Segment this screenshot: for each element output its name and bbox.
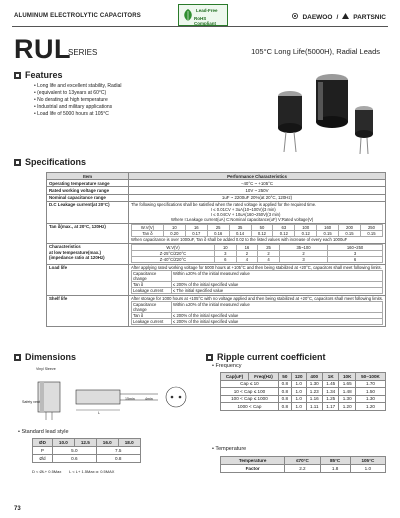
spec-value: 1uF ~ 2200uF 20%(at 20°C, 120Hz) xyxy=(129,194,386,201)
section-square-icon xyxy=(206,354,213,361)
low-value: 2 xyxy=(236,251,258,257)
limit-value: ≤ 200% of the initial specified value xyxy=(172,319,383,325)
load-text: After applying rated working voltage for 5000 hours at +105°C and then being stabilized at +20°C, capacitors shall meet following limits. xyxy=(131,265,382,271)
fig-label-4min: 4min xyxy=(145,397,153,401)
spec-value xyxy=(129,295,386,326)
ripple-value: 1.45 xyxy=(323,380,339,388)
specifications-table xyxy=(46,172,386,327)
ripple-value: 1.11 xyxy=(306,403,322,411)
lead-value: 0.8 xyxy=(96,455,140,463)
lead-style-title-text: Standard lead style xyxy=(21,429,69,435)
ripple-value: 1.30 xyxy=(355,395,385,403)
tan-value: 0.14 xyxy=(229,231,251,237)
series-model: RUL xyxy=(14,34,71,64)
lead-note-right: L < L+ 1.5Max α: 0.5MAX xyxy=(69,469,115,474)
spec-label: Tan δ(max., at 20°C, 120Hz) xyxy=(47,223,129,243)
limit-value: ≤ 200% of the initial specified value xyxy=(172,282,383,288)
temp-header: Temperature xyxy=(221,457,285,465)
lead-style-title: • Standard lead style xyxy=(18,429,69,435)
tan-value: 0.20 xyxy=(163,231,185,237)
tan-value: 0.15 xyxy=(317,231,339,237)
temp-label: Factor xyxy=(221,465,285,473)
limit-value: Within ±20% of the initial measured value xyxy=(172,271,383,282)
catalog-category: ALUMINUM ELECTROLYTIC CAPACITORS xyxy=(14,13,141,19)
tan-wv: 10 xyxy=(163,225,185,231)
tan-wv: 63 xyxy=(273,225,295,231)
spec-value xyxy=(129,201,386,223)
table-row xyxy=(221,465,386,473)
ripple-frequency-table xyxy=(220,372,386,411)
ripple-header: 120 xyxy=(291,373,306,381)
low-temp-label-2: at low temperature(max.) xyxy=(49,249,101,255)
tan-table xyxy=(131,224,383,237)
ripple-value: 1.23 xyxy=(306,388,322,396)
dcl-formula-1: I ≤ 0.01CV + 3uA(10~100V)(3 min) xyxy=(211,207,276,213)
limit-label: Leakage current xyxy=(132,319,172,325)
table-row xyxy=(221,388,386,396)
lead-value: 7.5 xyxy=(96,447,140,455)
lead-note xyxy=(32,469,114,474)
daewoo-logo-icon xyxy=(292,13,298,21)
limit-value: Within ±20% of the initial measured value xyxy=(172,302,383,313)
ripple-value: 1.16 xyxy=(306,395,322,403)
lead-header: 12.5 xyxy=(74,439,96,447)
ripple-value: 1.34 xyxy=(323,388,339,396)
features-heading-text: Features xyxy=(25,70,63,80)
tan-wv: 16 xyxy=(185,225,207,231)
ripple-header: 400 xyxy=(306,373,322,381)
lead-header: ØD xyxy=(33,439,53,447)
tan-value: 0.16 xyxy=(207,231,229,237)
ripple-temperature-table xyxy=(220,456,386,473)
spec-value xyxy=(129,264,386,295)
page-number: 73 xyxy=(14,506,21,512)
temp-header: 85°C xyxy=(320,457,350,465)
tan-note: When capacitance is over 1000uF, Tan δ shall be added 0.02 to the listed values with increase of every each 1000uF xyxy=(131,237,348,243)
brand-daewoo: DAEWOO xyxy=(302,13,333,21)
lead-style-table xyxy=(32,438,141,463)
low-value: 3 xyxy=(328,251,383,257)
capacitor-medium xyxy=(278,91,302,152)
leaf-icon xyxy=(182,8,194,22)
table-row xyxy=(47,264,386,295)
fig-label-sleeve: Vinyl Sleeve xyxy=(36,367,56,371)
ripple-cap: 100 < Cap ≤ 1000 xyxy=(221,395,279,403)
shelf-limits-table xyxy=(131,301,383,325)
limit-label: Capacitance change xyxy=(132,302,172,313)
table-row xyxy=(47,187,386,194)
spec-col-item: Item xyxy=(47,173,129,180)
table-row xyxy=(47,201,386,223)
low-value: 3 xyxy=(214,251,236,257)
low-value: 6 xyxy=(214,257,236,263)
section-square-icon xyxy=(14,72,21,79)
lead-note-left: D < ØL+ 0.5Max xyxy=(32,469,62,474)
features-list xyxy=(34,83,122,118)
temp-header: ≤70°C xyxy=(285,457,320,465)
ripple-header: 1K xyxy=(323,373,339,381)
specifications-heading-text: Specifications xyxy=(25,157,87,167)
ripple-heading xyxy=(206,352,326,362)
ripple-value: 1.70 xyxy=(355,380,385,388)
section-square-icon xyxy=(14,159,21,166)
low-value: 2 xyxy=(258,251,280,257)
frequency-title-text: Frequency xyxy=(215,363,242,369)
fig-label-vent: Safety vent xyxy=(22,400,40,404)
shelf-text: After storage for 1000 hours at +105°C with no voltage applied and then being stabilized at +20°C, capacitors shall meet following limits. xyxy=(131,296,383,302)
table-row xyxy=(47,223,386,243)
ripple-cap: Cap ≤ 10 xyxy=(221,380,279,388)
dcl-text: The following specifications shall be satisfied when the rated voltage is applied for the required time. xyxy=(131,202,317,208)
ripple-cap: 1000 < Cap xyxy=(221,403,279,411)
tan-wv: 100 xyxy=(295,225,317,231)
series-subtitle: 105°C Long Life(5000H), Radial Leads xyxy=(251,47,380,56)
ripple-value: 0.8 xyxy=(278,380,291,388)
dcl-where: Where I:Leakage current(uA) C:Nominal capacitance(uF) V:Rated voltage(V) xyxy=(171,217,314,223)
low-wv: 16 xyxy=(236,245,258,251)
low-wv: 35~100 xyxy=(279,245,327,251)
tan-wv: 250 xyxy=(360,225,382,231)
capacitor-product-image xyxy=(252,66,382,156)
temp-value: 1.8 xyxy=(320,465,350,473)
spec-label: Nominal capacitance range xyxy=(47,194,129,201)
ripple-value: 1.0 xyxy=(291,388,306,396)
ripple-value: 1.17 xyxy=(323,403,339,411)
series-label: SERIES xyxy=(68,48,98,57)
lead-header: 16.0 xyxy=(96,439,118,447)
low-value: 4 xyxy=(236,257,258,263)
features-heading xyxy=(14,70,63,80)
lead-header: 18.0 xyxy=(118,439,140,447)
header-rule xyxy=(12,26,388,27)
low-value: 4 xyxy=(258,257,280,263)
ripple-heading-text: Ripple current coefficient xyxy=(217,352,326,362)
lead-header: 10.0 xyxy=(52,439,74,447)
tan-value: 0.15 xyxy=(339,231,361,237)
fig-label-15min: 15min xyxy=(125,397,135,401)
frequency-title: • Frequency xyxy=(212,363,242,369)
spec-value xyxy=(129,243,386,264)
low-temp-label-3: (impedance ratio at 120Hz) xyxy=(49,254,105,260)
low-wv: 160~250 xyxy=(328,245,383,251)
capacitor-small xyxy=(355,106,373,154)
lead-value: 0.6 xyxy=(52,455,96,463)
tan-header: Tan δ xyxy=(132,231,164,237)
ripple-value: 1.25 xyxy=(323,395,339,403)
fig-label-length: L xyxy=(98,411,100,415)
section-square-icon xyxy=(14,354,21,361)
ripple-value: 0.8 xyxy=(278,388,291,396)
dimensions-heading xyxy=(14,352,76,362)
ripple-value: 1.50 xyxy=(355,388,385,396)
tan-header: W.V(V) xyxy=(132,225,164,231)
tan-value: 0.15 xyxy=(360,231,382,237)
lead-label: P xyxy=(33,447,53,455)
tan-value: 0.17 xyxy=(185,231,207,237)
low-row-label: Z-40°C/Z20°C xyxy=(132,257,215,263)
table-row xyxy=(47,295,386,326)
low-wv: 25 xyxy=(258,245,280,251)
limit-label: Tan δ xyxy=(132,282,172,288)
feature-item: • Industrial and military applications xyxy=(34,104,122,111)
tan-wv: 25 xyxy=(207,225,229,231)
ripple-value: 1.0 xyxy=(291,395,306,403)
feature-item: • Long life and excellent stability, Radial xyxy=(34,83,122,90)
load-limits-table xyxy=(131,270,383,294)
ripple-cap: 10 < Cap ≤ 100 xyxy=(221,388,279,396)
tan-wv: 50 xyxy=(251,225,273,231)
table-row xyxy=(47,243,386,264)
table-row xyxy=(47,194,386,201)
dcl-formula-2: I ≤ 0.04CV + 10uA(160~250V)(3 min) xyxy=(211,212,281,218)
spec-label: Shelf life xyxy=(47,295,129,326)
capacitor-large xyxy=(316,74,348,128)
spec-value: −40°C ~ +105°C xyxy=(129,180,386,187)
ripple-value: 1.20 xyxy=(339,403,355,411)
low-value: 3 xyxy=(279,257,327,263)
ripple-value: 1.30 xyxy=(339,395,355,403)
lead-label: Ød xyxy=(33,455,53,463)
limit-label: Leakage current xyxy=(132,288,172,294)
limit-label: Capacitance change xyxy=(132,271,172,282)
tan-wv: 35 xyxy=(229,225,251,231)
ripple-value: 1.20 xyxy=(355,403,385,411)
specifications-heading xyxy=(14,157,86,167)
spec-label: Rated working voltage range xyxy=(47,187,129,194)
low-value: 2 xyxy=(279,251,327,257)
tan-value: 0.12 xyxy=(273,231,295,237)
table-row xyxy=(221,380,386,388)
spec-value: 10V ~ 250V xyxy=(129,187,386,194)
badge-line2: RoHS Compliant xyxy=(194,16,216,26)
table-row xyxy=(47,180,386,187)
ripple-header: Cap(uF) xyxy=(221,373,249,381)
low-value: 6 xyxy=(328,257,383,263)
temp-value: 1.0 xyxy=(350,465,385,473)
badge-line1: Lead-Free xyxy=(196,8,218,13)
spec-label xyxy=(47,243,129,264)
table-row xyxy=(221,403,386,411)
rohs-badge xyxy=(178,4,228,26)
limit-label: Tan δ xyxy=(132,313,172,319)
temp-header: 105°C xyxy=(350,457,385,465)
low-row-label: Z-25°C/Z20°C xyxy=(132,251,215,257)
spec-label: Operating temperature range xyxy=(47,180,129,187)
spec-value xyxy=(129,223,386,243)
ripple-value: 0.8 xyxy=(278,395,291,403)
brand-logos xyxy=(292,13,386,21)
feature-item: • No derating at high temperature xyxy=(34,97,122,104)
ripple-value: 1.48 xyxy=(339,388,355,396)
low-temp-table xyxy=(131,244,383,263)
limit-value: ≤ 200% of the initial specified value xyxy=(172,313,383,319)
low-header: W.V(V) xyxy=(132,245,215,251)
spec-label: D.C Leakage current(at 20°C) xyxy=(47,201,129,223)
ripple-header: 50~100K xyxy=(355,373,385,381)
ripple-value: 1.65 xyxy=(339,380,355,388)
low-wv: 10 xyxy=(214,245,236,251)
temperature-title-text: Temperature xyxy=(215,446,247,452)
ripple-header: 10K xyxy=(339,373,355,381)
ripple-value: 0.8 xyxy=(278,403,291,411)
feature-item: • (equivalent to 13years at 60°C) xyxy=(34,90,122,97)
spec-label: Load life xyxy=(47,264,129,295)
partsnic-logo-icon xyxy=(342,13,349,21)
ripple-header: 50 xyxy=(278,373,291,381)
low-temp-label-1: Characteristics xyxy=(49,244,81,250)
brand-partsnic: PARTSNIC xyxy=(353,13,386,21)
spec-col-performance: Performance Characteristics xyxy=(129,173,386,180)
feature-item: • Load life of 5000 hours at 105°C xyxy=(34,111,122,118)
lead-value: 5.0 xyxy=(52,447,96,455)
dimension-drawing xyxy=(30,370,190,420)
ripple-value: 1.30 xyxy=(306,380,322,388)
ripple-value: 1.0 xyxy=(291,380,306,388)
brand-separator: / xyxy=(336,13,339,21)
dimensions-heading-text: Dimensions xyxy=(25,352,77,362)
tan-wv: 200 xyxy=(339,225,361,231)
temp-value: 2.2 xyxy=(285,465,320,473)
limit-value: ≤ The initial specified value xyxy=(172,288,383,294)
tan-value: 0.12 xyxy=(251,231,273,237)
table-row xyxy=(221,395,386,403)
tan-wv: 160 xyxy=(317,225,339,231)
ripple-value: 1.0 xyxy=(291,403,306,411)
ripple-header: Freq(Hz) xyxy=(249,373,279,381)
temperature-title: • Temperature xyxy=(212,446,247,452)
tan-value: 0.12 xyxy=(295,231,317,237)
